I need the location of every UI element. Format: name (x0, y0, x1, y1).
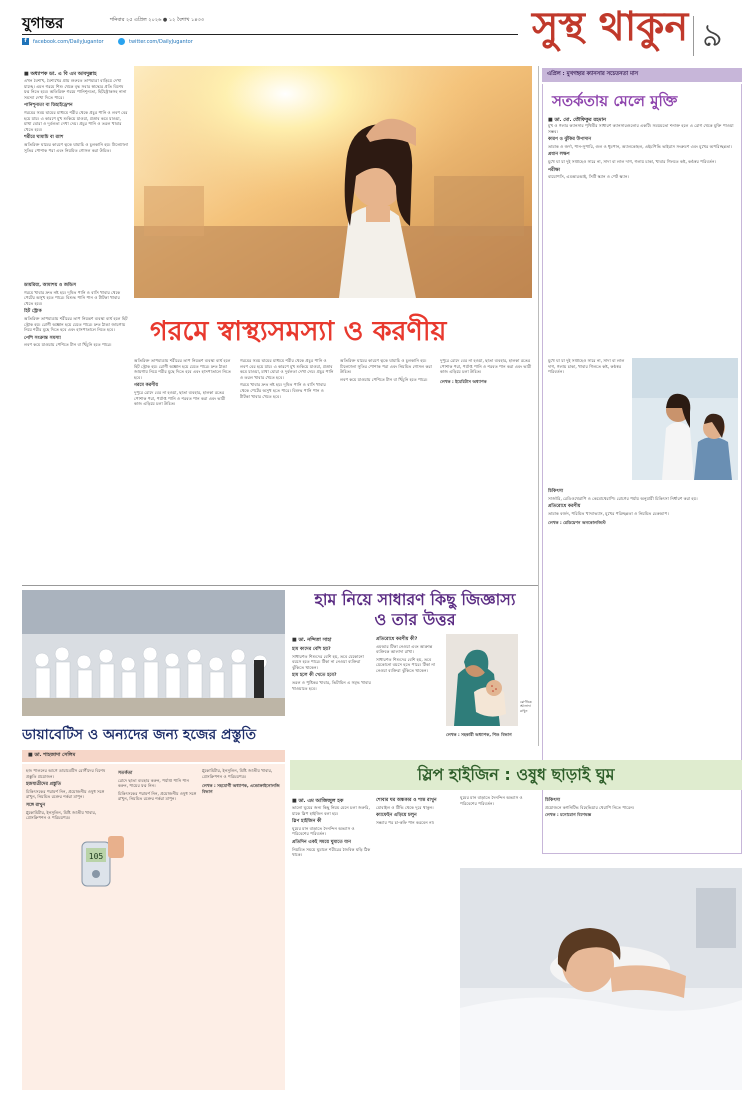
sleep-photo (460, 868, 742, 1090)
woman-in-heat-illustration (134, 66, 532, 298)
ham-q3: প্রতিরোধে করণীয় কী? (376, 637, 418, 642)
cancer-text4: সার্জারি, রেডিওথেরাপি ও কেমোথেরাপি। রোগের পর্যায় অনুযায়ী চিকিৎসা নির্ধারণ করা হয়। (548, 495, 698, 501)
sleep-intro: ভালো ঘুমের জন্য কিছু নিয়ম মেনে চলা জরুরি, যাকে স্লিপ হাইজিন বলা হয়। (292, 805, 370, 816)
heat-photo (134, 66, 532, 298)
heat-sub5: পেশি সংক্রান্ত সমস্যা (24, 335, 61, 341)
heat-col1 (24, 78, 129, 278)
ham-q1: হাম কাদের বেশি হয়? (292, 647, 331, 652)
sleep-sub2: প্রতিদিন একই সময়ে ঘুমাতে যান (292, 839, 352, 845)
heat-col2 (134, 358, 234, 580)
heat-sub3: ডায়রিয়া, আমাশয় ও জন্ডিস (24, 283, 77, 288)
page-number: ৯ (702, 16, 723, 54)
header-rule (22, 34, 518, 35)
sleep-text1: ঘুমের মান বাড়াতে দৈনন্দিন অভ্যাস ও পরিবেশের পরিবর্তন। (292, 825, 355, 837)
ham-a1: সাধারণত শিশুদের বেশি হয়, তবে যেকোনো বয়সে হতে পারে। টিকা না নেওয়া ব্যক্তিরা ঝুঁকিতে থাকেন। (292, 653, 364, 670)
cancer-headline: সতর্কতায় মেলে মুক্তি (552, 92, 678, 110)
sleep-author: ■ ডা. এম আজিজুল হক (292, 798, 344, 804)
ham-col2-extra: সাধারণত শিশুদের বেশি হয়, তবে যেকোনো বয়সে হতে পারে। টিকা না নেওয়া ব্যক্তিরা ঝুঁকিতে থাকেন। (376, 656, 436, 673)
cancer-text3: বায়োপসি, এমআরআই, সিটি স্ক্যান ও পেট স্ক্যান। (548, 174, 629, 180)
hajj-sub3: সতর্কতা (118, 771, 133, 776)
sleep-text2: নিয়মিত সময়ে ঘুমালে শরীরের জৈবিক ঘড়ি ঠিক থাকে। (292, 846, 371, 858)
heat-text3: গরমে খাবার দ্রুত নষ্ট হয়। দূষিত পানি ও বাসি খাবার থেকে পেটের অসুখ হতে পারে। বিশুদ্ধ পানি পান ও টাটকা খাবার খেতে হবে। (24, 289, 121, 306)
cancer-sub5: প্রতিরোধে করণীয় (548, 504, 581, 510)
hajj-text3: রোদে ছাতা ব্যবহার করুন, পর্যাপ্ত পানি পান করুন, পায়ের যত্ন নিন। (118, 777, 189, 789)
cancer-banner-text: এপ্রিল : মুখগহ্বর ক্যানসার সচেতনতা মাস (547, 71, 639, 77)
cancer-sub2: প্রধান লক্ষণ (548, 152, 570, 158)
hajj-sub2: সঙ্গে রাখুন (26, 802, 46, 808)
sleep-col3-text: ঘুমের মান বাড়াতে দৈনন্দিন অভ্যাস ও পরিবেশের পরিবর্তন। (460, 795, 523, 806)
heat-col4 (340, 358, 435, 580)
glucometer-reading: 105 (88, 852, 104, 861)
sleep-headline-band (290, 760, 742, 790)
heat-col3-text1: গরমের সময় ঘামের মাধ্যমে শরীর থেকে প্রচুর পানি ও লবণ বের হয়ে যায়। এ কারণে মুখ শুকিয়ে যাওয়া, প্রস্রাব কমে যাওয়া, মাথা ঘোরা ও দুর্বলতা দেখা দেয়। প্রচুর পানি ও তরল খাবার খেতে হবে। (240, 358, 334, 380)
title-divider (693, 16, 694, 56)
sleep-text4: সন্ধ্যার পর চা-কফি পান করবেন না। (376, 819, 435, 825)
mother-child-illustration (446, 634, 518, 726)
facebook-link[interactable] (22, 38, 104, 45)
facebook-label: facebook.com/DailyJugantor (33, 38, 104, 45)
ham-q2: হাম হলে কী খেতে হবে? (292, 673, 337, 679)
sleep-col2 (376, 795, 456, 1090)
ham-headline (292, 590, 538, 630)
cancer-body-top (548, 123, 738, 348)
hajj-col3 (202, 768, 282, 1086)
heat-author: ■ অধ্যাপক ডা. এ বি এম আবদুল্লাহ (24, 71, 97, 77)
sleep-byline: লেখক : মনোরোগ বিশেষজ্ঞ (545, 812, 592, 818)
hajj-col1 (26, 768, 114, 1086)
hajj-sub1: হজযাত্রীদের প্রস্তুতি (26, 782, 62, 788)
ham-a3: এমআর টিকা নেওয়া এবং আক্রান্ত ব্যক্তিকে আলাদা রাখা। (376, 643, 433, 655)
heat-sub6: গরমে করণীয় (134, 383, 159, 389)
ham-headline-line1: হাম নিয়ে সাধারণ কিছু জিজ্ঞাস্য (314, 590, 516, 609)
cancer-body-bottom (548, 486, 738, 746)
sleep-sub5: চিকিৎসা (545, 798, 561, 803)
sleep-sub4: ক্যাফেইন এড়িয়ে চলুন (376, 813, 417, 819)
heat-col1b (24, 280, 129, 580)
section-title: সুস্থ থাকুন (532, 4, 689, 50)
cancer-sub3: পরীক্ষা (548, 167, 561, 173)
ham-col2 (376, 634, 442, 760)
twitter-label: twitter.com/DailyJugantor (129, 38, 193, 45)
cancer-intro: মুখ ও গলার ক্যানসার পৃথিবীর সাধারণ ক্যানসারগুলোর একটি। সময়মতো শনাক্ত হলে এ রোগ থেকে মুক্তি পাওয়া সম্ভব। (548, 123, 734, 134)
section-rule (22, 585, 538, 586)
heat-col4-text2: লবণ কমে যাওয়ায় পেশিতে টান বা খিঁচুনি হতে পারে। (340, 376, 428, 382)
heat-text5: লবণ কমে যাওয়ায় পেশিতে টান বা খিঁচুনি হতে পারে। (24, 342, 112, 348)
ham-caption: রোগীকে আলাদা রাখুন (520, 700, 532, 713)
twitter-icon (118, 38, 125, 45)
sleep-col1 (292, 805, 372, 1090)
ham-a2: তরল ও পুষ্টিকর খাবার, ভিটামিন এ সমৃদ্ধ খাবার খাওয়াতে হবে। (292, 679, 371, 691)
cancer-sub1: কারণ ও ঝুঁকির উপাদান (548, 137, 592, 143)
facebook-icon: f (22, 38, 29, 45)
doctor-photo (632, 358, 738, 480)
heat-sub4: হিট স্ট্রোক (24, 309, 42, 315)
heat-text2: অতিরিক্ত ঘামের কারণে ত্বকে ঘামাচি ও চুলকানি হয়। ঢিলেঢালা সুতির পোশাক পরা এবং নিয়মিত গোসল করা উচিত। (24, 141, 129, 153)
heat-text1: গরমের সময় ঘামের মাধ্যমে শরীর থেকে প্রচুর পানি ও লবণ বের হয়ে যায়। এ কারণে মুখ শুকিয়ে যাওয়া, প্রস্রাব কমে যাওয়া, মাথা ঘোরা ও দুর্বলতা দেখা দেয়। প্রচুর পানি ও তরল খাবার খেতে হবে। (24, 109, 128, 132)
hajj-text2: গ্লুকোমিটার, ইনসুলিন, মিষ্টি জাতীয় খাবার, প্রেসক্রিপশন ও পরিচয়পত্র। (26, 809, 97, 821)
sleepless-woman-illustration (460, 868, 742, 1090)
heat-intro: এখন বৈশাখ, বৈশাখের প্রায় শুরুতে তাপমাত্রা বাড়িয়ে দেখা যাচ্ছে। এমন গরমে শিশু থেকে বৃদ্ধ সবার স্বাস্থ্যের প্রতি বিশেষ যত্ন নিতে হবে। অতিরিক্ত গরমে পানিশূন্যতা, হিটস্ট্রোকসহ নানা সমস্যা দেখা দিতে পারে। (24, 78, 127, 100)
hajj-col3-text: গ্লুকোমিটার, ইনসুলিন, মিষ্টি জাতীয় খাবার, প্রেসক্রিপশন ও পরিচয়পত্র। (202, 768, 273, 779)
heat-col5 (440, 358, 532, 580)
cancer-banner (542, 68, 742, 82)
hajj-photo (22, 590, 285, 716)
ham-author: ■ ডা. নন্দিতা সাহা (292, 637, 332, 643)
twitter-link[interactable] (118, 38, 193, 45)
hajj-author: ■ ডা. শাহজাদা সেলিম (28, 752, 76, 758)
cancer-author: ■ ডা. মো. তৌফিকুর রহমান (548, 117, 607, 123)
hajj-intro: হজ পালনের আগে ডায়াবেটিস রোগীদের বিশেষ প্রস্তুতি প্রয়োজন। (26, 768, 106, 779)
hajj-col2-extra: চিকিৎসকের পরামর্শ নিন, প্রয়োজনীয় ওষুধ সঙ্গে রাখুন, নিয়মিত রক্তের শর্করা মাপুন। (118, 790, 197, 802)
cancer-text5: তামাক বর্জন, পরিমিত খাদ্যাভ্যাস, মুখের পরিচ্ছন্নতা ও নিয়মিত চেকআপ। (548, 510, 669, 516)
ham-byline-text: লেখক : সহকারী অধ্যাপক, শিশু বিভাগ (446, 732, 512, 737)
cancer-byline: লেখক : রেডিয়েশন অনকোলজিস্ট (548, 520, 606, 526)
sleep-sub1: স্লিপ হাইজিন কী (292, 819, 322, 825)
ham-byline (446, 732, 538, 756)
hajj-author-band (22, 750, 285, 762)
cancer-body-mid (548, 358, 628, 480)
ham-col1 (292, 644, 372, 760)
pilgrims-crowd-illustration (22, 590, 285, 716)
heat-sub1: পানিশূন্যতা বা ডিহাইড্রেশন (24, 103, 73, 109)
heat-byline: লেখক : ইমেরিটাস অধ্যাপক (440, 378, 487, 384)
masthead: যুগান্তর (22, 14, 64, 32)
heat-col5-text: দুপুরে রোদে বের না হওয়া, ছাতা ব্যবহার, হালকা রঙের পোশাক পরা, পর্যাপ্ত পানি ও শরবত পান করা এবং ভারী কাজ এড়িয়ে চলা উচিত। (440, 358, 532, 375)
hajj-col2 (118, 768, 198, 1086)
doctor-patient-illustration (632, 358, 738, 480)
sleep-col4 (545, 795, 740, 865)
cancer-mid-text: মুখে ঘা যা দুই সপ্তাহেও সারে না, সাদা বা লাল দাগ, গলায় চাকা, খাবার গিলতে কষ্ট, কণ্ঠস্বর পরিবর্তন। (548, 358, 625, 375)
heat-col4-text1: অতিরিক্ত ঘামের কারণে ত্বকে ঘামাচি ও চুলকানি হয়। ঢিলেঢালা সুতির পোশাক পরা এবং নিয়মিত গোসল করা উচিত। (340, 358, 432, 375)
ham-photo (446, 634, 518, 726)
column-divider (538, 66, 539, 746)
sleep-col3 (460, 795, 540, 865)
sleep-text5: প্রয়োজনে কগনিটিভ বিহেভিয়ার থেরাপি নিতে পারেন। (545, 804, 635, 810)
hajj-byline: লেখক : সহযোগী অধ্যাপক, এন্ডোক্রাইনোলজি বিভাগ (202, 783, 280, 794)
heat-col3-text2: গরমে খাবার দ্রুত নষ্ট হয়। দূষিত পানি ও বাসি খাবার থেকে পেটের অসুখ হতে পারে। বিশুদ্ধ পানি পান ও টাটকা খাবার খেতে হবে। (240, 382, 326, 399)
heat-text4: অতিরিক্ত তাপমাত্রায় শরীরের তাপ নিয়ন্ত্রণ ব্যবস্থা ব্যর্থ হলে হিট স্ট্রোক হয়। রোগী অজ্ঞান হয়ে যেতে পারে। দ্রুত ঠান্ডা জায়গায় নিয়ে শরীর মুছে দিতে হবে এবং হাসপাতালে নিতে হবে। (24, 315, 128, 333)
sleep-text3: মোবাইল ও টিভি থেকে দূরে থাকুন। (376, 804, 434, 810)
issue-date: শনিবার ২৫ এপ্রিল ২০২৬ ● ১২ বৈশাখ ১৪৩৩ (110, 17, 205, 23)
heat-col3 (240, 358, 335, 580)
hajj-text1: চিকিৎসকের পরামর্শ নিন, প্রয়োজনীয় ওষুধ সঙ্গে রাখুন, নিয়মিত রক্তের শর্করা মাপুন। (26, 788, 105, 800)
heat-text6: দুপুরে রোদে বের না হওয়া, ছাতা ব্যবহার, হালকা রঙের পোশাক পরা, পর্যাপ্ত পানি ও শরবত পান করা এবং ভারী কাজ এড়িয়ে চলা উচিত। (134, 389, 226, 407)
hajj-headline: ডায়াবেটিস ও অন্যদের জন্য হজের প্রস্তুতি (22, 727, 257, 743)
cancer-sub4: চিকিৎসা (548, 489, 564, 494)
sleep-headline: স্লিপ হাইজিন : ওষুধ ছাড়াই ঘুম (417, 765, 615, 784)
heat-sub2: শরীরে ঘামাচি বা র‍্যাশ (24, 135, 64, 141)
heat-headline: গরমে স্বাস্থ্যসমস্যা ও করণীয় (150, 316, 447, 347)
cancer-text1: তামাক ও জর্দা, পান-সুপারি, গুল ও ধূমপান, অ্যালকোহল, এইচপিভি ভাইরাস সংক্রমণ এবং মুখের অপরিচ্ছন্নতা। (548, 143, 732, 149)
sleep-sub3: শোবার ঘর অন্ধকার ও শান্ত রাখুন (376, 798, 437, 803)
ham-headline-line2: ও তার উত্তর (374, 610, 456, 629)
cancer-text2: মুখে ঘা যা দুই সপ্তাহেও সারে না, সাদা বা লাল দাগ, গলায় চাকা, খাবার গিলতে কষ্ট, কণ্ঠস্বর পরিবর্তন। (548, 158, 716, 164)
heat-col2-text: অতিরিক্ত তাপমাত্রায় শরীরের তাপ নিয়ন্ত্রণ ব্যবস্থা ব্যর্থ হলে হিট স্ট্রোক হয়। রোগী অজ্ঞান হয়ে যেতে পারে। দ্রুত ঠান্ডা জায়গায় নিয়ে শরীর মুছে দিতে হবে এবং হাসপাতালে নিতে হবে। (134, 358, 231, 380)
